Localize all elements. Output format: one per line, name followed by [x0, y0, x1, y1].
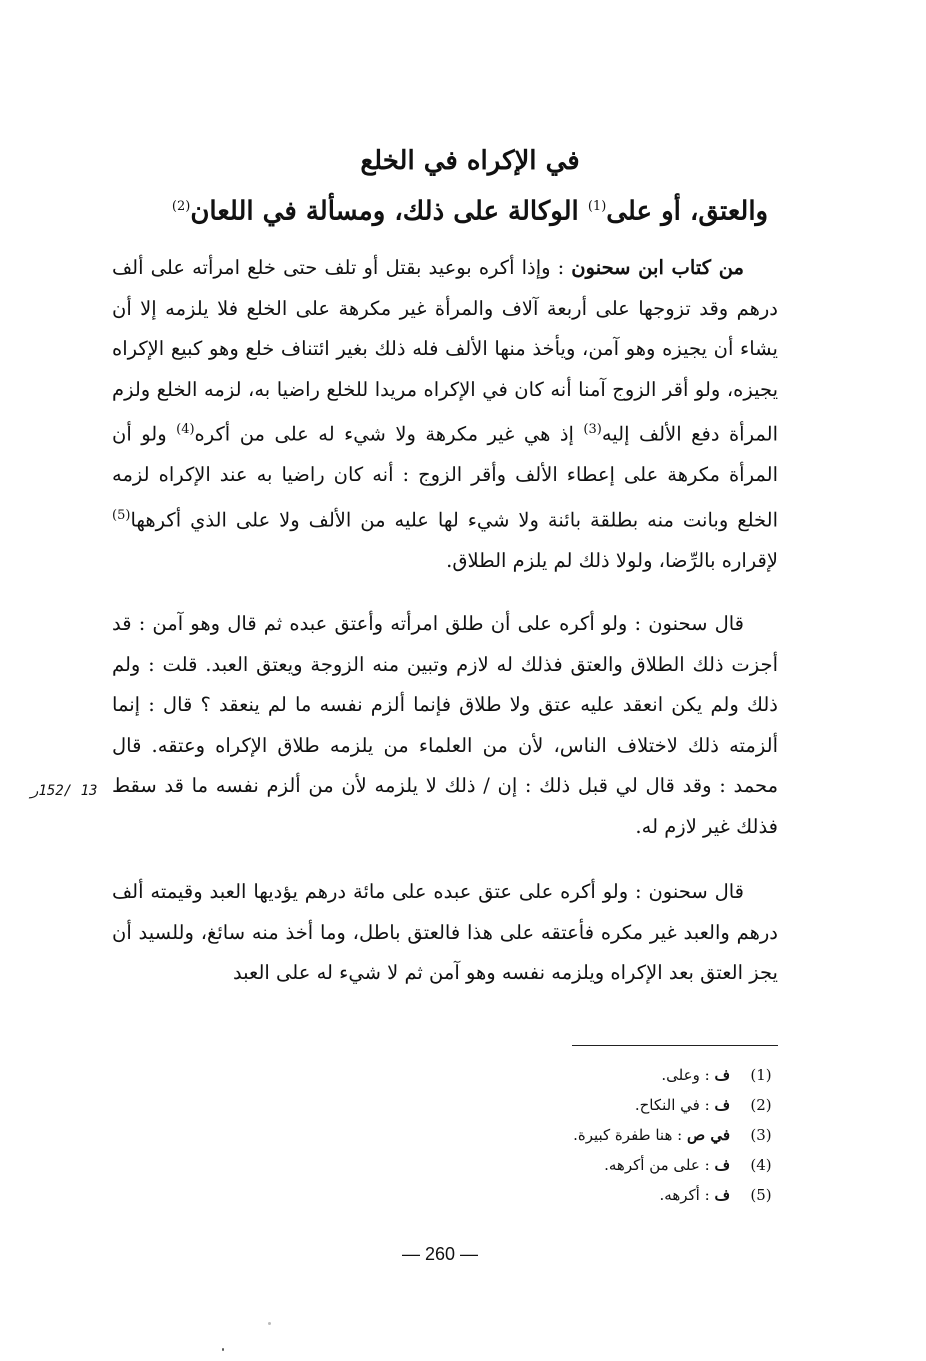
footnote-ref-2[interactable]: (2)	[171, 199, 191, 214]
footnote-item: (2) ف : في النكاح.	[634, 1096, 772, 1114]
scan-speck	[222, 1348, 224, 1351]
folio-break-marker: /	[475, 774, 498, 798]
paragraph-3: قال سحنون : ولو أكره على عتق عبده على مائة درهم يؤديها العبد وقيمته ألف درهم والعبد غير مكره فأعتقه على هذا فالعتق باطل، وما أخذ منه سائغ، وللسيد أن يجز العتق بعد الإكراه ويلزمه نفسه وهو آمن ثم لا شيء له على العبد	[112, 880, 778, 985]
page-number: — 260 —	[401, 1244, 479, 1264]
footnote-divider	[572, 1045, 778, 1046]
scan-speck	[268, 1322, 271, 1325]
paragraph-2: قال سحنون : ولو أكره على أن طلق امرأته وأعتق عبده ثم قال وهو آمن : قد أجزت ذلك الطلاق والعتق فذلك له لازم وتبين منه الزوجة ويعتق العبد. قلت : ولم ذلك ولم يكن انعقد عليه عتق ولا طلاق فإنما ألزم نفسه ما لم ينعقد ؟ قال : إنما ألزمته ذلك لاختلاف الناس، لأن من العلماء من يلزمه طلاق الإكراه وعتقه. قال محمد : وقد قال لي قبل ذلك : إن / ذلك لا يلزمه لأن من ألزم نفسه ما قد سقط فذلك غير لازم له.	[112, 612, 779, 838]
heading-line-1: في الإكراه في الخلع	[360, 146, 580, 176]
footnotes	[470, 1060, 778, 1210]
footnote-item: (5) ف : أكرهه.	[659, 1186, 772, 1204]
chapter-heading	[100, 138, 840, 235]
footnote-ref-4[interactable]: (4)	[176, 422, 195, 438]
source-heading: من كتاب ابن سحنون	[571, 256, 744, 279]
footnote-item: (4) ف : على من أكرهه.	[604, 1156, 772, 1174]
footnote-ref-3[interactable]: (3)	[583, 422, 602, 438]
manuscript-folio-ref: 13 /152ر	[30, 783, 98, 799]
heading-line-2-part-a: والعتق، أو على	[606, 196, 769, 227]
paragraph-1: من كتاب ابن سحنون : وإذا أكره بوعيد بقتل أو تلف حتى خلع امرأته على ألف درهم وقد تزوجها على أربعة آلاف والمرأة غير مكرهة على الخلع فلا يلزمه إلا أن يشاء أن يجيزه وهو آمن، ويأخذ منها الألف فله ذلك بغير ائتناف خلع وهو كبيع الإكراه يجيزه، ولو أقر الزوج آمنا أنه كان في الإكراه مريدا للخلع راضيا به، لزمه الخلع ولزم المرأة دفع الألف إليه$^{(3)}$ إذ هي غير مكرهة ولا شيء له على من أكره$^{(4)}$ ولو أن المرأة مكرهة على إعطاء الألف وأقر الزوج : أنه كان راضيا به عند الإكراه لزمه الخلع وبانت منه بطلقة بائنة ولا شيء لها عليه من الألف ولا على الذي أكرهها$^{(5)}$ لإقراره بالرِّضا، ولولا ذلك لم يلزم الطلاق.	[112, 256, 778, 573]
footnote-ref-5[interactable]: (5)	[112, 508, 131, 524]
footnote-item: (1) ف : وعلى.	[661, 1066, 772, 1084]
heading-line-2	[100, 184, 840, 235]
footnote-ref-1[interactable]: (1)	[587, 199, 607, 214]
footnote-item: (3) في ص : هنا طفرة كبيرة.	[573, 1126, 772, 1144]
heading-line-2-part-b: الوكالة على ذلك، ومسألة في اللعان	[190, 196, 588, 227]
